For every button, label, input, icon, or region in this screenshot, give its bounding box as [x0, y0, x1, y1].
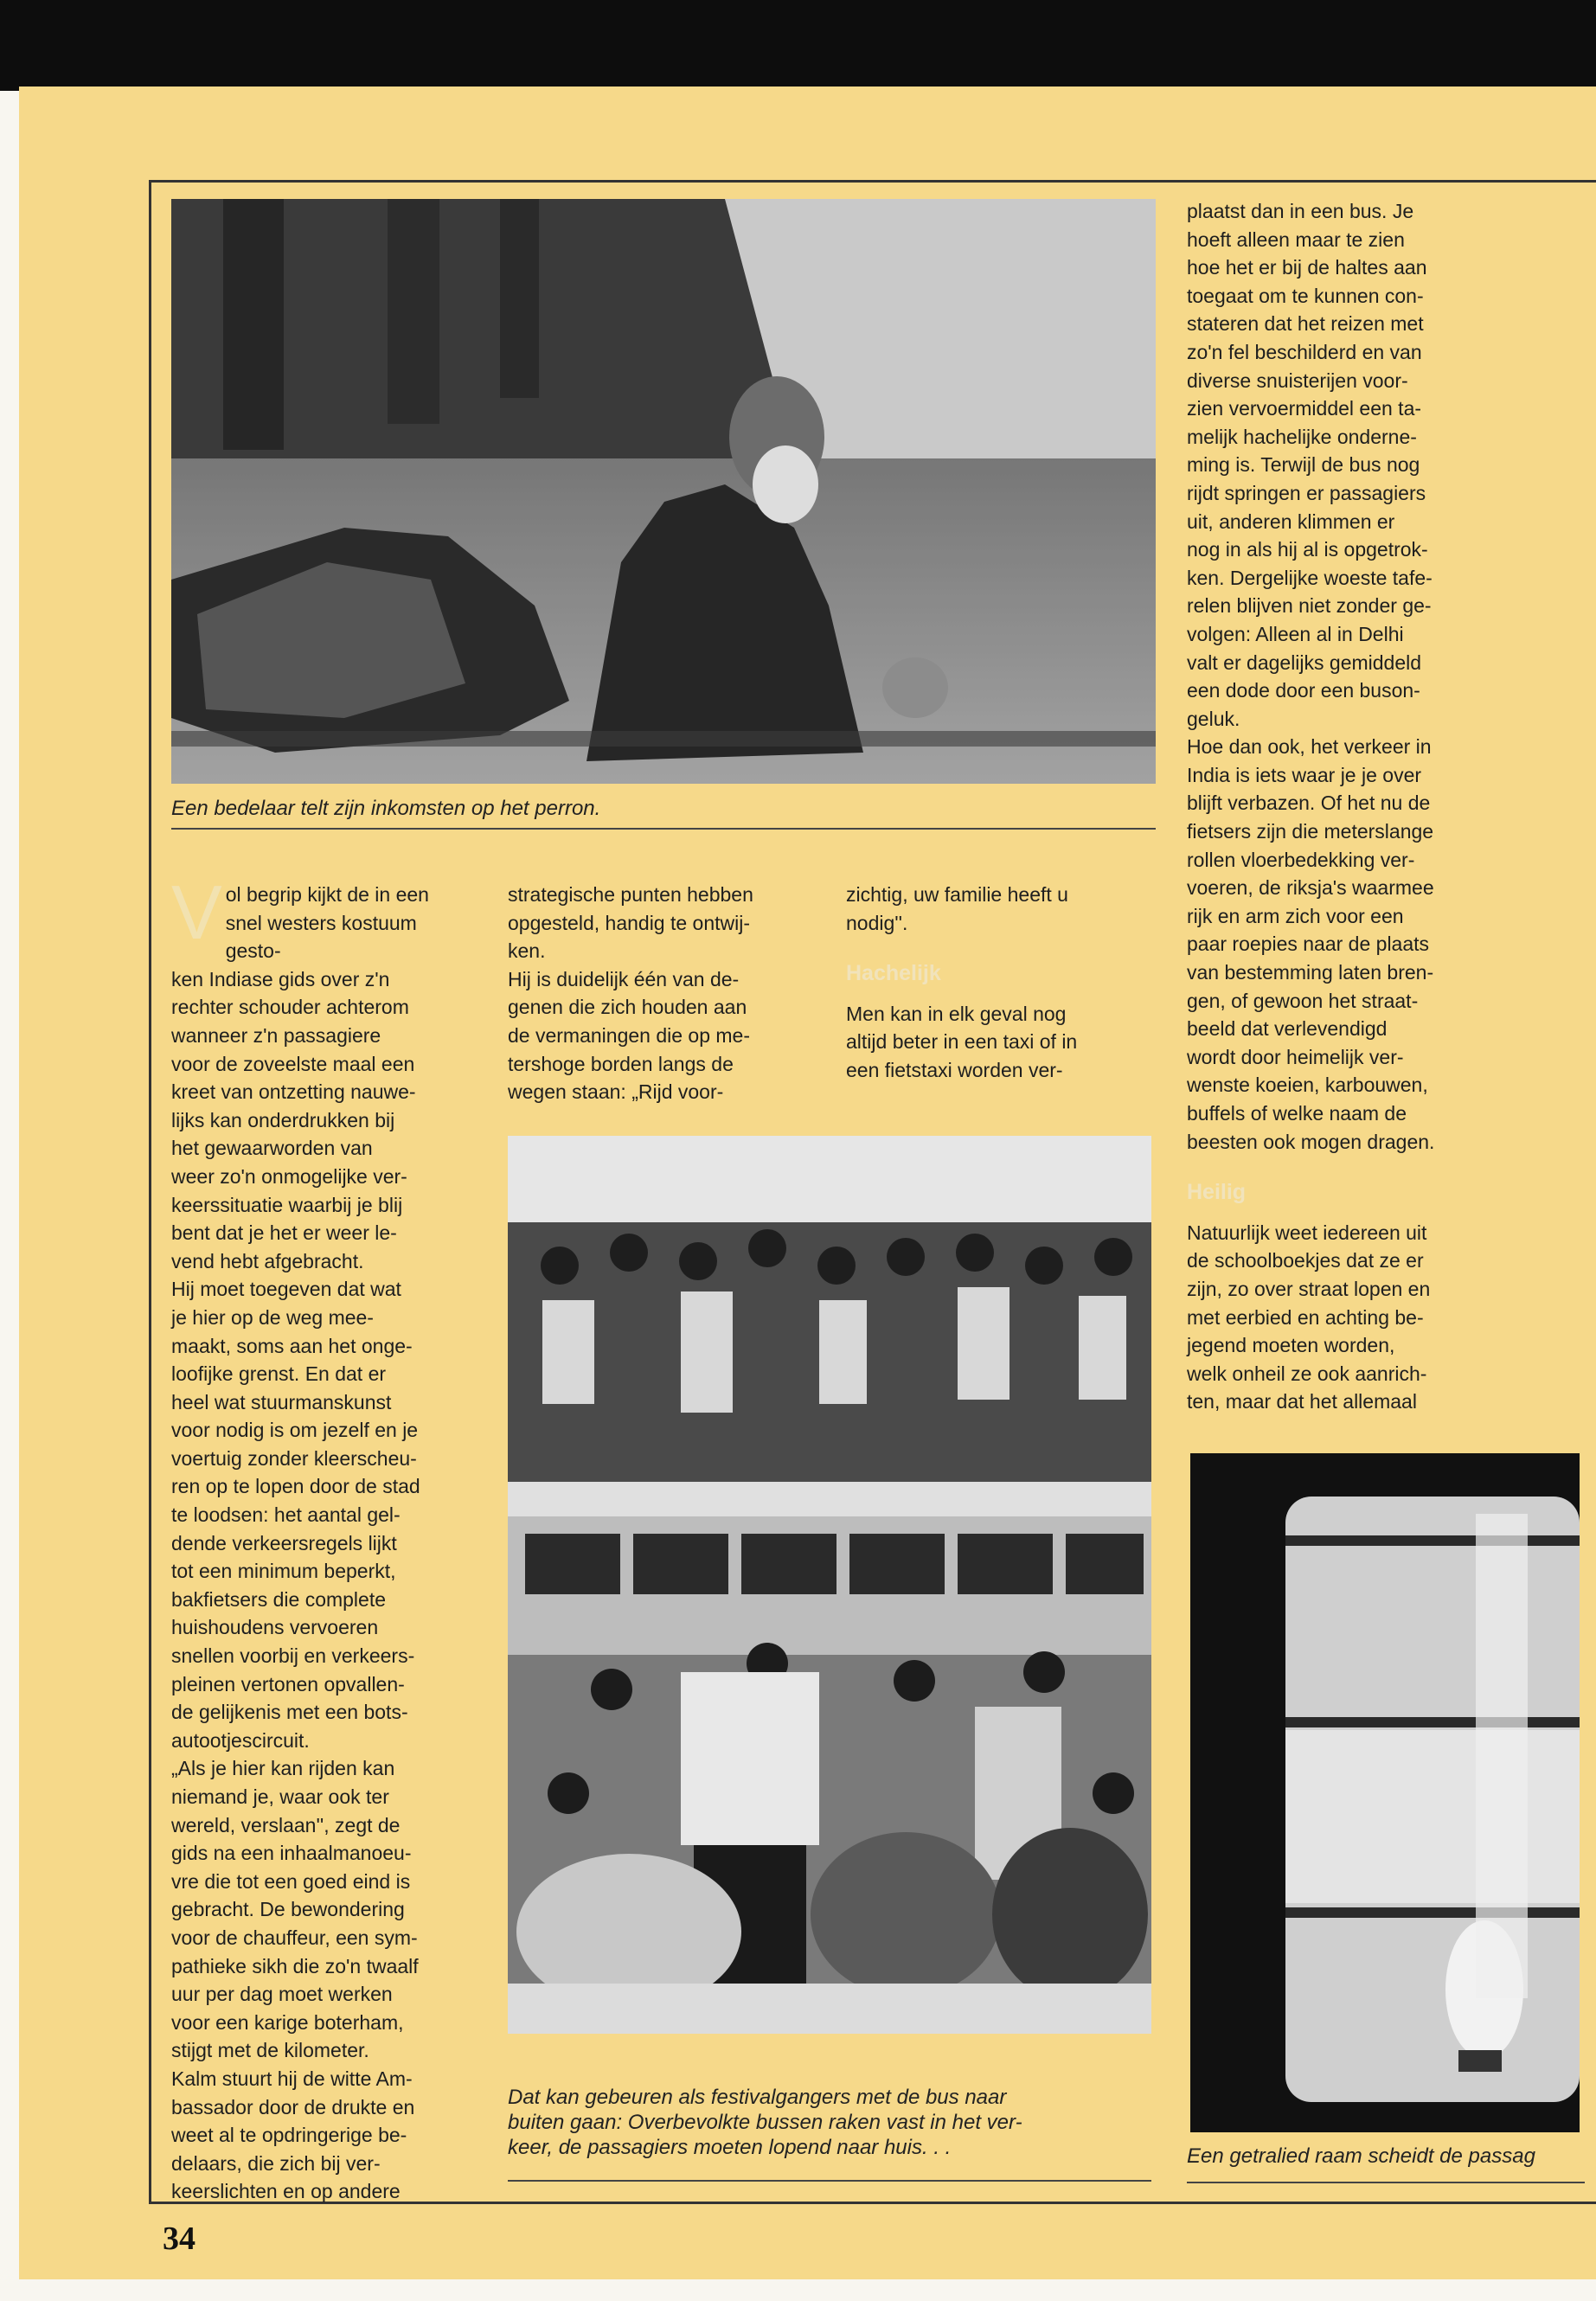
- article-column-1: [171, 869, 476, 2206]
- bus-photo: [508, 1136, 1151, 2034]
- article-column-3: [846, 881, 1149, 1085]
- column-1-text: ol begrip kijkt de in een snel westers kostuum gesto- ken Indiase gids over z'n rechter schouder achterom wanneer z'n passagiere voor de zoveelste maal een kreet van ontzetting nauwe- lijks kan onderdrukken bij het gewaarworden van weer zo'n onmogelijke ver- keerssituatie waarbij je blij bent dat je het er weer le- vend hebt afgebracht. Hij moet toegeven dat wat je hier op de weg mee- maakt, soms aan het onge- loofijke grenst. En dat er heel wat stuurmanskunst voor nodig is om jezelf en je voertuig zonder kleerscheu- ren op te lopen door de stad te loodsen: het aantal gel- dende verkeersregels lijkt tot een minimum beperkt, bakfietsers die complete huishoudens vervoeren snellen voorbij en verkeers- pleinen vertonen opvallen- de gelijkenis met een bots- autootjescircuit. „Als je hier kan rijden kan niemand je, waar ook ter wereld, verslaan'', zegt de gids na een inhaalmanoeu- vre die tot een goed eind is gebracht. De bewondering voor de chauffeur, een sym- pathieke sikh die zo'n twaalf uur per dag moet werken voor een karige boterham, stijgt met de kilometer. Kalm stuurt hij de witte Am- bassador door de drukte en weet al te opdringerige be- delaars, die zich bij ver- keerslichten en op andere: [171, 883, 429, 2203]
- article-column-2: [508, 881, 828, 1106]
- caption-rule-1: [171, 828, 1156, 830]
- page-number: 34: [163, 2221, 195, 2257]
- beggar-caption: Een bedelaar telt zijn inkomsten op het perron.: [171, 797, 601, 820]
- column-3-text-a: zichtig, uw familie heeft u nodig''.: [846, 883, 1068, 934]
- subheading-heilig: Heilig: [1187, 1180, 1247, 1205]
- scan-top-edge: [0, 0, 1596, 91]
- column-3-text-b: Men kan in elk geval nog altijd beter in een taxi of in een fietstaxi worden ver-: [846, 1002, 1078, 1081]
- caption-rule-3: [1187, 2182, 1585, 2183]
- column-2-text: strategische punten hebben opgesteld, handig te ontwij- ken. Hij is duidelijk één van de- genen die zich houden aan de vermaningen die op me- tershoge borden langs de wegen staan: „Rijd voor-: [508, 883, 753, 1104]
- bus-caption: Dat kan gebeuren als festivalgangers met de bus naar buiten gaan: Overbevolkte bussen raken vast in het ver- keer, de passagiers moeten lopend naar huis. . .: [508, 2086, 1022, 2159]
- window-caption: Een getralied raam scheidt de passag: [1187, 2144, 1535, 2168]
- subheading-hachelijk: Hachelijk: [846, 961, 941, 986]
- window-photo: [1190, 1453, 1580, 2132]
- article-column-4: [1187, 197, 1491, 1416]
- caption-rule-2: [508, 2180, 1151, 2182]
- beggar-photo: [171, 199, 1156, 784]
- drop-cap: V: [171, 869, 222, 955]
- column-4-text-a: plaatst dan in een bus. Je hoeft alleen maar te zien hoe het er bij de haltes aan toegaat om te kunnen con- stateren dat het reizen met zo'n fel beschilderd en van diverse snuisterijen voor- zien vervoermiddel een ta- melijk hachelijke onderne- ming is. Terwijl de bus nog rijdt springen er passagiers uit, anderen klimmen er nog in als hij al is opgetrok- ken. Dergelijke woeste tafe- relen blijven niet zonder ge- volgen: Alleen al in Delhi valt er dagelijks gemiddeld een dode door een buson- geluk. Hoe dan ook, het verkeer in India is iets waar je je over blijft verbazen. Of het nu de fietsers zijn die meterslange rollen vloerbedekking ver- voeren, de riksja's waarmee rijk en arm zich voor een paar roepies naar de plaats van bestemming laten bren- gen, of gewoon het straat- beeld dat verlevendigd wordt door heimelijk ver- wenste koeien, karbouwen, buffels of welke naam de beesten ook mogen dragen.: [1187, 200, 1435, 1153]
- column-4-text-b: Natuurlijk weet iedereen uit de schoolboekjes dat ze er zijn, zo over straat lopen en met eerbied en achting be- jegend moeten worden, welk onheil ze ook aanrich- ten, maar dat het allemaal: [1187, 1221, 1431, 1413]
- page-frame-top: [149, 180, 1596, 183]
- page-frame-left: [149, 180, 151, 2204]
